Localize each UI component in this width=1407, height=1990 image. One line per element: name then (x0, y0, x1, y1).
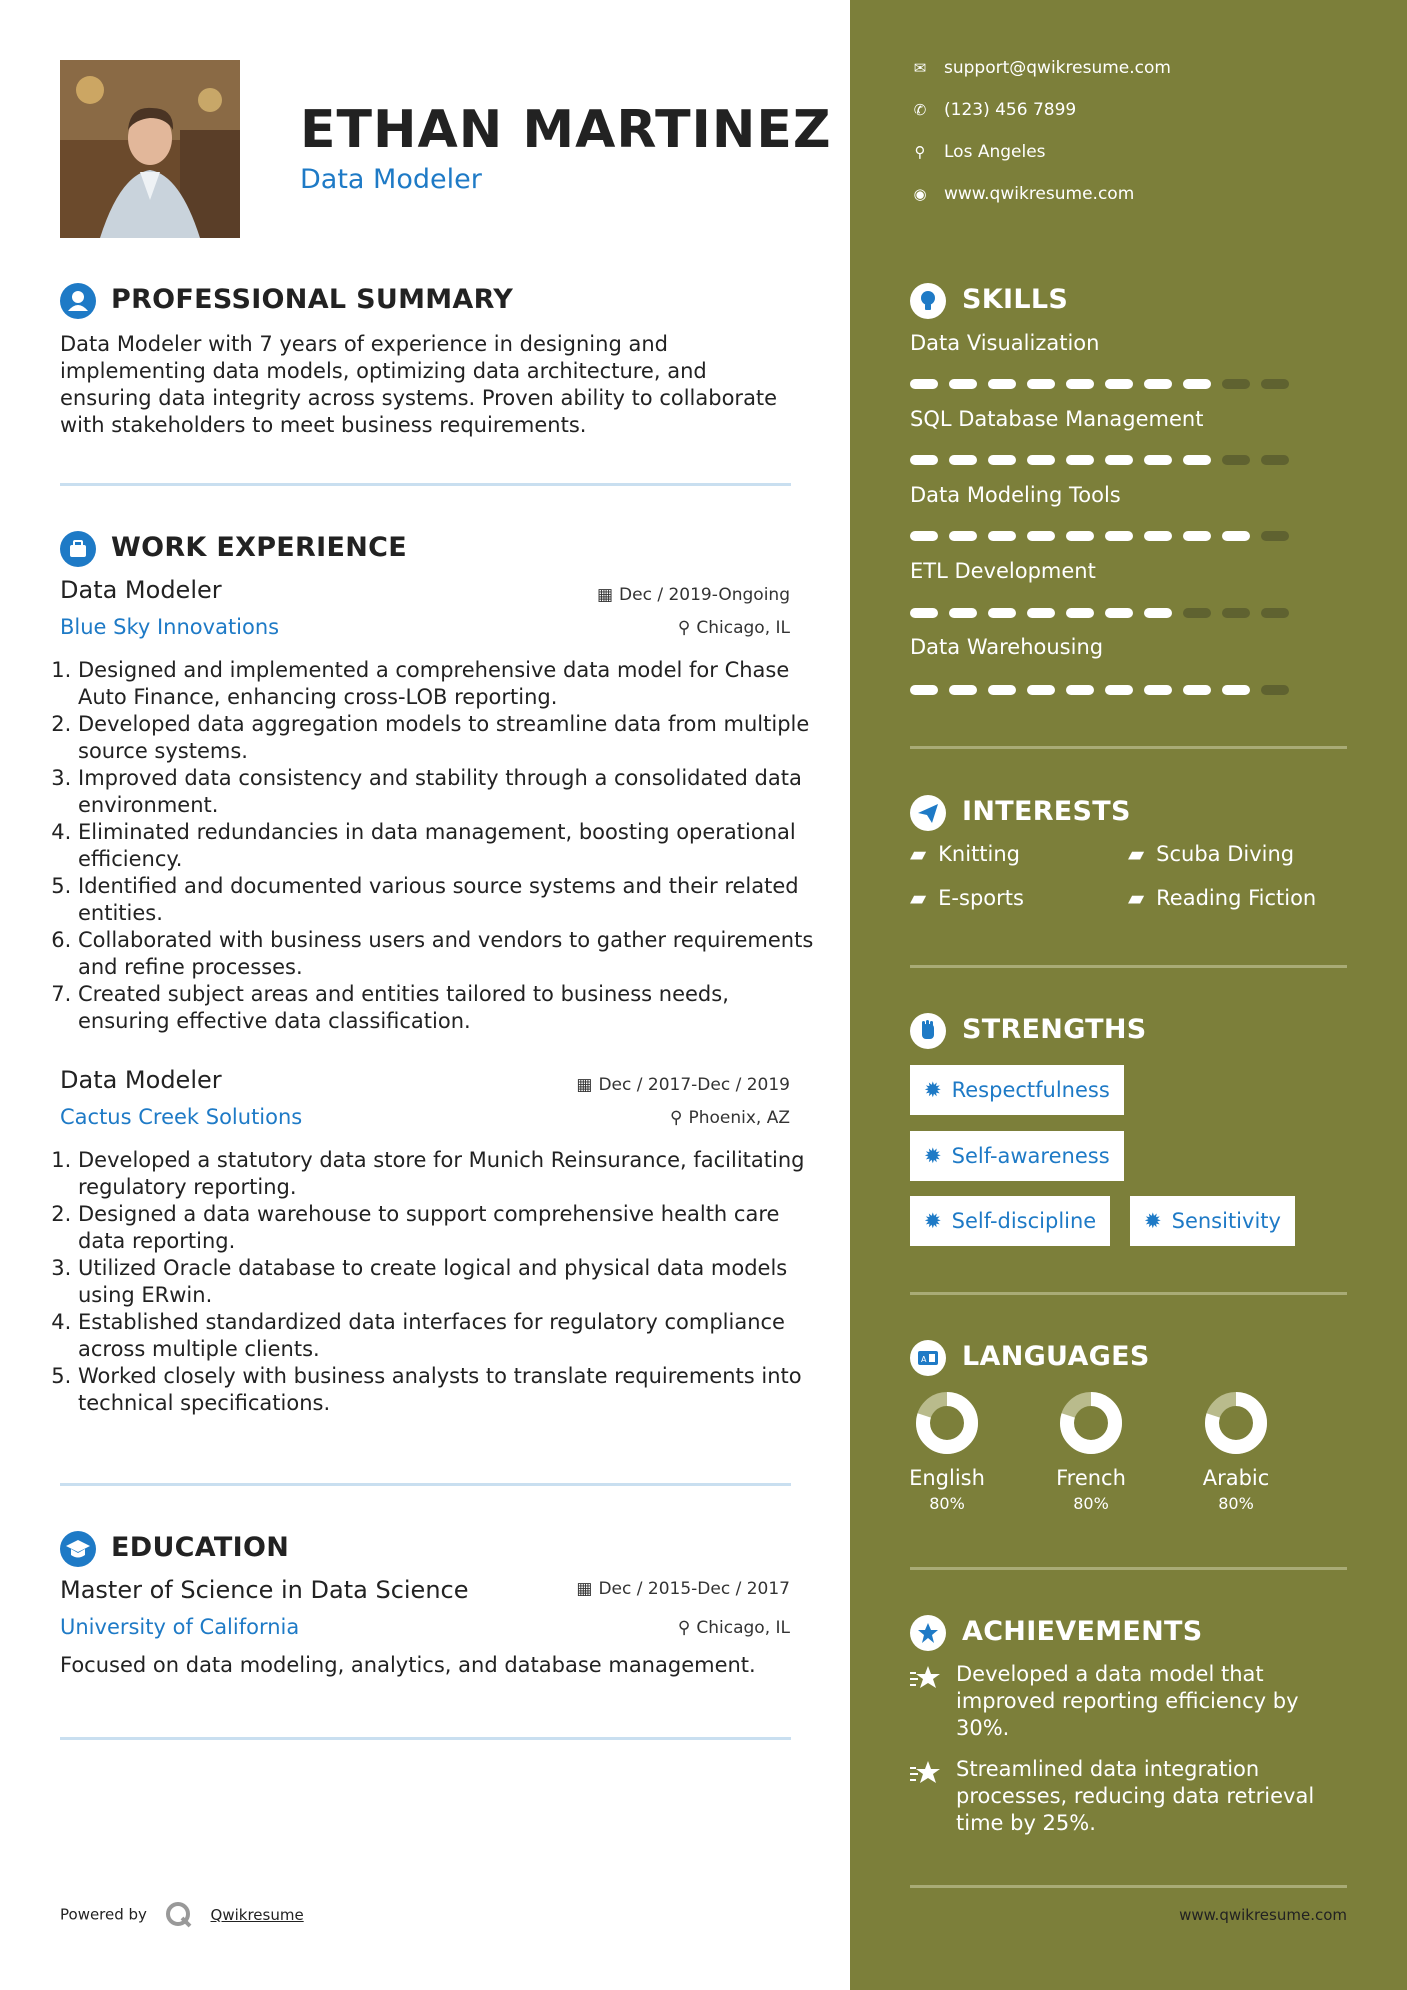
skill-segment-empty (1261, 531, 1289, 541)
language-name: French (1056, 1466, 1126, 1490)
language-name: English (909, 1466, 985, 1490)
powered-by-label: Powered by (60, 1905, 147, 1924)
skill-segment-empty (1261, 379, 1289, 389)
skill-segment-filled (1066, 379, 1094, 389)
skill-segment-filled (988, 608, 1016, 618)
list-item: 4. Established standardized data interfaces for regulatory compliance across multiple clients. (78, 1309, 818, 1363)
qwikresume-logo-icon (164, 1900, 194, 1930)
list-item: 4. Eliminated redundancies in data management, boosting operational efficiency. (78, 819, 818, 873)
work-heading: WORK EXPERIENCE (111, 532, 407, 563)
list-item: 1. Developed a statutory data store for Munich Reinsurance, facilitating regulatory reporting. (78, 1147, 818, 1201)
trophy-star-icon (910, 1615, 946, 1651)
language-icon (910, 1340, 946, 1376)
lightbulb-icon (910, 283, 946, 319)
section-divider (910, 965, 1347, 968)
language-progress-ring (1203, 1390, 1269, 1456)
skill-segment-filled (1105, 455, 1133, 465)
badge-icon: ✹ (924, 1078, 942, 1102)
contact-website[interactable]: ◉ www.qwikresume.com (910, 184, 1134, 204)
contact-phone: ✆ (123) 456 7899 (910, 100, 1076, 120)
list-item: 3. Utilized Oracle database to create logical and physical data models using ERwin. (78, 1255, 818, 1309)
brand-link[interactable]: Qwikresume (210, 1905, 304, 1924)
skill-segment-filled (1027, 531, 1055, 541)
education-description: Focused on data modeling, analytics, and database management. (60, 1653, 756, 1677)
degree-title: Master of Science in Data Science (60, 1576, 469, 1604)
list-item: 2. Developed data aggregation models to streamline data from multiple source systems. (78, 711, 818, 765)
skill-segment-filled (988, 685, 1016, 695)
user-icon (60, 283, 96, 319)
interest-item: ▰ Reading Fiction (1128, 886, 1317, 910)
list-item: 1. Designed and implemented a comprehensive data model for Chase Auto Finance, enhancing cross-LOB reporting. (78, 657, 818, 711)
achievements-heading: ACHIEVEMENTS (962, 1616, 1203, 1647)
paper-plane-icon (910, 795, 946, 831)
duty-list (60, 1147, 818, 1417)
skill-segment-filled (1144, 379, 1172, 389)
skill-segment-empty (1222, 379, 1250, 389)
skill-segment-filled (988, 455, 1016, 465)
section-divider (910, 746, 1347, 749)
interests-heading: INTERESTS (962, 796, 1131, 827)
interest-item: ▰ Scuba Diving (1128, 842, 1295, 866)
language-percent: 80% (1073, 1494, 1109, 1513)
languages-heading: LANGUAGES (962, 1341, 1150, 1372)
pin-icon: ⚲ (670, 1108, 683, 1128)
globe-icon: ◉ (913, 185, 927, 203)
skill-segment-filled (1105, 608, 1133, 618)
badge-icon: ✹ (924, 1144, 942, 1168)
language-name: Arabic (1202, 1466, 1270, 1490)
list-item: 2. Designed a data warehouse to support comprehensive health care data reporting. (78, 1201, 818, 1255)
skill-segment-filled (949, 531, 977, 541)
skill-segment-filled (949, 379, 977, 389)
skill-segment-filled (1144, 455, 1172, 465)
skill-name: Data Modeling Tools (910, 483, 1121, 507)
badge-icon: ✹ (1144, 1209, 1162, 1233)
book-icon: ▰ (1128, 842, 1145, 866)
strengths-heading: STRENGTHS (962, 1014, 1147, 1045)
skill-segment-filled (1183, 531, 1211, 541)
job-dates: ▦ Dec / 2017-Dec / 2019 (576, 1075, 790, 1095)
education-heading: EDUCATION (111, 1532, 290, 1563)
map-marker-icon: ⚲ (914, 143, 926, 161)
language-percent: 80% (1218, 1494, 1254, 1513)
strength-badge: ✹ Self-awareness (910, 1131, 1124, 1181)
strength-badge: ✹ Sensitivity (1130, 1196, 1295, 1246)
interest-item: ▰ Knitting (910, 842, 1021, 866)
skill-name: Data Visualization (910, 331, 1100, 355)
skill-segment-filled (910, 379, 938, 389)
skill-segment-filled (1105, 685, 1133, 695)
list-item: 3. Improved data consistency and stability through a consolidated data environment. (78, 765, 818, 819)
job-location: ⚲ Phoenix, AZ (670, 1108, 790, 1128)
skill-name: Data Warehousing (910, 635, 1104, 659)
skill-segment-filled (1027, 608, 1055, 618)
section-divider (910, 1567, 1347, 1570)
skill-segment-filled (1066, 685, 1094, 695)
skill-segment-filled (1183, 455, 1211, 465)
skill-segment-filled (910, 608, 938, 618)
achievement-item: Streamlined data integration processes, reducing data retrieval time by 25%. (956, 1757, 1315, 1835)
skill-segment-filled (1027, 685, 1055, 695)
star-icon (910, 1664, 942, 1696)
skill-segment-empty (1222, 608, 1250, 618)
book-icon: ▰ (910, 842, 927, 866)
skill-segment-filled (1222, 531, 1250, 541)
language-progress-ring (914, 1390, 980, 1456)
skill-segment-filled (910, 685, 938, 695)
skill-segment-empty (1261, 455, 1289, 465)
language-item (1181, 1390, 1291, 1513)
summary-text: Data Modeler with 7 years of experience in designing and implementing data models, optimizing data architecture, and ensuring data integrity across systems. Proven ability to collaborate with stakeholders to meet business requirements. (60, 332, 778, 437)
briefcase-icon (60, 531, 96, 567)
badge-icon: ✹ (924, 1209, 942, 1233)
skill-segment-filled (949, 455, 977, 465)
skill-segment-filled (910, 455, 938, 465)
pin-icon: ⚲ (677, 1618, 691, 1638)
skill-segment-filled (1222, 685, 1250, 695)
language-item (892, 1390, 1002, 1513)
skill-segment-filled (1144, 608, 1172, 618)
achievement-item: Developed a data model that improved reporting efficiency by 30%. (956, 1662, 1299, 1740)
skill-segment-filled (1066, 455, 1094, 465)
company-name: Cactus Creek Solutions (60, 1105, 303, 1129)
skill-segment-filled (1183, 685, 1211, 695)
job-location: ⚲ Chicago, IL (677, 618, 790, 638)
language-percent: 80% (929, 1494, 965, 1513)
education-location: ⚲ Chicago, IL (677, 1618, 790, 1638)
skill-name: SQL Database Management (910, 407, 1204, 431)
list-item: 5. Worked closely with business analysts to translate requirements into technical specifications. (78, 1363, 818, 1417)
contact-email[interactable]: ✉ support@qwikresume.com (910, 58, 1171, 78)
skills-heading: SKILLS (962, 284, 1069, 315)
phone-icon: ✆ (913, 101, 927, 119)
skill-segment-empty (1261, 685, 1289, 695)
skill-segment-empty (1222, 455, 1250, 465)
section-divider (60, 1737, 791, 1740)
skill-segment-filled (1105, 379, 1133, 389)
contact-location: ⚲ Los Angeles (910, 142, 1046, 162)
candidate-role: Data Modeler (300, 164, 482, 195)
skill-segment-filled (1027, 379, 1055, 389)
book-icon: ▰ (910, 886, 927, 910)
pin-icon: ⚲ (677, 618, 691, 638)
skill-segment-filled (910, 531, 938, 541)
calendar-icon: ▦ (596, 585, 614, 605)
section-divider (60, 483, 791, 486)
summary-heading: PROFESSIONAL SUMMARY (111, 284, 514, 315)
skill-segment-filled (1027, 455, 1055, 465)
skill-segment-empty (1183, 608, 1211, 618)
profile-photo (60, 60, 240, 238)
skill-segment-empty (1261, 608, 1289, 618)
interest-item: ▰ E-sports (910, 886, 1024, 910)
skill-segment-filled (1105, 531, 1133, 541)
hand-icon (910, 1013, 946, 1049)
skill-segment-filled (1144, 685, 1172, 695)
skill-segment-filled (988, 379, 1016, 389)
list-item: 7. Created subject areas and entities tailored to business needs, ensuring effective data classification. (78, 981, 818, 1035)
duty-list (60, 657, 818, 1035)
language-item (1036, 1390, 1146, 1513)
strength-badge: ✹ Self-discipline (910, 1196, 1110, 1246)
calendar-icon: ▦ (576, 1579, 593, 1599)
skill-name: ETL Development (910, 559, 1096, 583)
candidate-name: ETHAN MARTINEZ (300, 100, 832, 160)
section-divider (60, 1483, 791, 1486)
star-icon (910, 1759, 942, 1791)
strength-badge: ✹ Respectfulness (910, 1065, 1124, 1115)
skill-segment-filled (1066, 531, 1094, 541)
svg-text:A: A (921, 1355, 927, 1364)
skill-segment-filled (949, 608, 977, 618)
company-name: Blue Sky Innovations (60, 615, 280, 639)
skill-segment-filled (1144, 531, 1172, 541)
language-progress-ring (1058, 1390, 1124, 1456)
footer-website[interactable]: www.qwikresume.com (1179, 1906, 1347, 1924)
school-name: University of California (60, 1615, 300, 1639)
skill-segment-filled (949, 685, 977, 695)
skill-segment-filled (1066, 608, 1094, 618)
skill-segment-filled (988, 531, 1016, 541)
education-dates: ▦ Dec / 2015-Dec / 2017 (576, 1579, 790, 1599)
skill-segment-filled (1183, 379, 1211, 389)
powered-by (60, 1900, 304, 1930)
book-icon: ▰ (1128, 886, 1145, 910)
job-dates: ▦ Dec / 2019-Ongoing (596, 585, 790, 605)
envelope-icon: ✉ (913, 59, 927, 77)
calendar-icon: ▦ (576, 1075, 593, 1095)
section-divider (910, 1292, 1347, 1295)
job-title: Data Modeler (60, 576, 222, 604)
job-title: Data Modeler (60, 1066, 222, 1094)
list-item: 5. Identified and documented various source systems and their related entities. (78, 873, 818, 927)
graduation-cap-icon (60, 1531, 96, 1567)
section-divider (910, 1885, 1347, 1888)
list-item: 6. Collaborated with business users and vendors to gather requirements and refine processes. (78, 927, 818, 981)
